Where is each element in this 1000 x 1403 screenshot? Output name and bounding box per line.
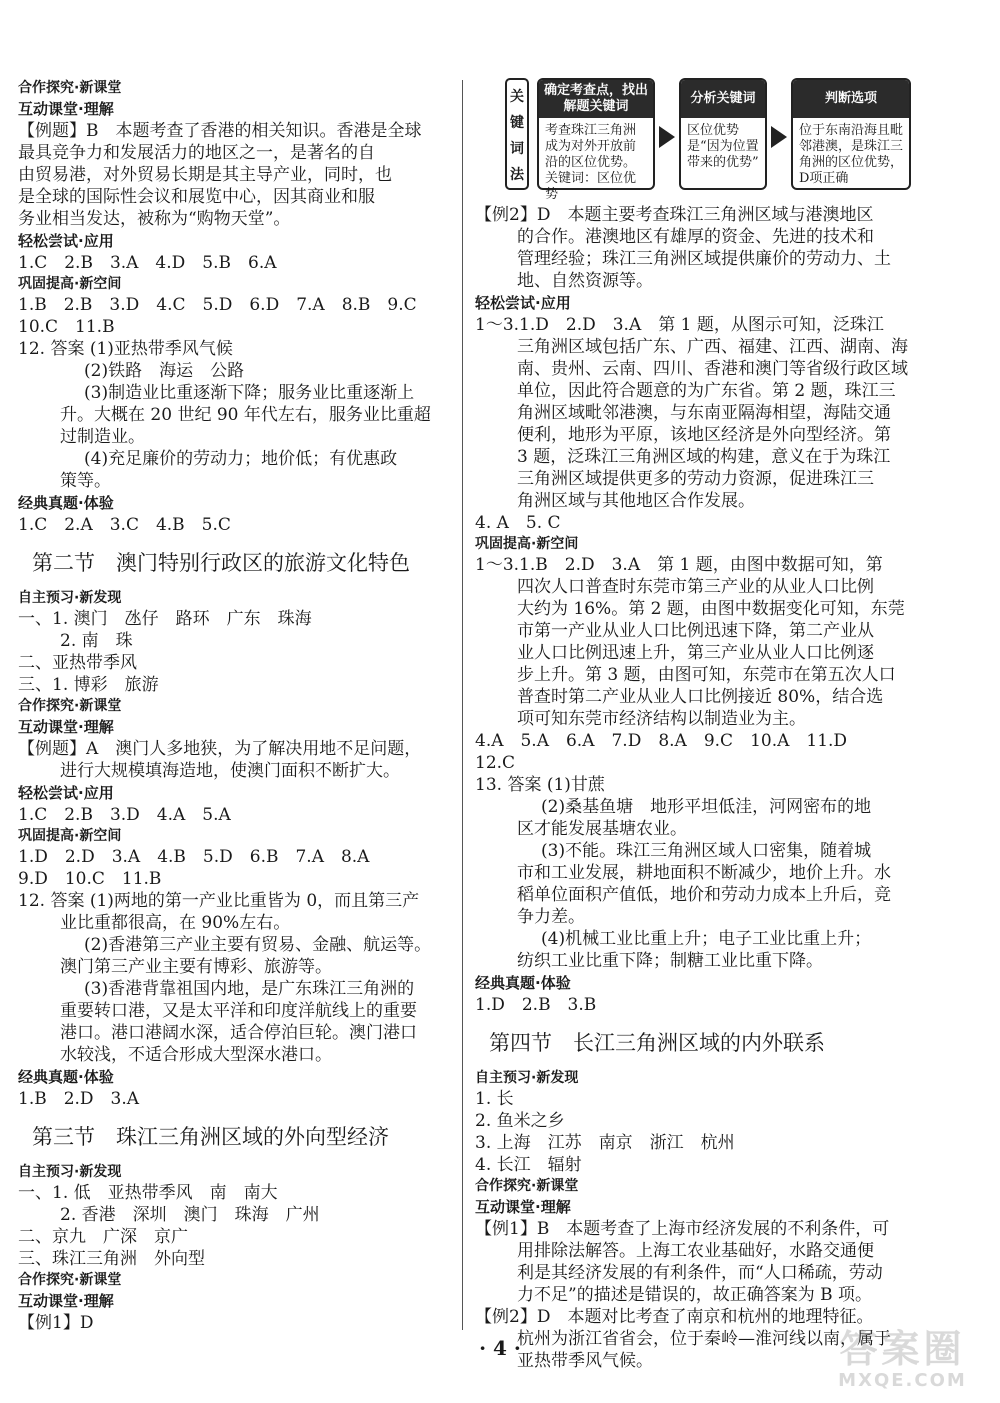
text-line: 1.D 2.D 3.A 4.B 5.D 6.B 7.A 8.A xyxy=(18,847,370,867)
text-line: 1. 长 xyxy=(475,1089,514,1109)
text-line: 项可知东莞市经济结构以制造业为主。 xyxy=(517,709,806,729)
text-line: 一、1. 低 亚热带季风 南 南大 xyxy=(18,1183,278,1203)
flowchart-step-1 xyxy=(537,78,655,202)
text-line: 港口。港口港阔水深，适合停泊巨轮。澳门港口 xyxy=(60,1023,417,1043)
text-line: 普查时第二产业从业人口比例接近 80%，结合选 xyxy=(517,687,884,707)
text-line: (2)桑基鱼塘 地形平坦低洼，河网密布的地 xyxy=(541,797,872,817)
watermark-logo: 答案圈 MXQE.COM xyxy=(838,1327,967,1391)
text-line: 南、贵州、云南、四川、香港和澳门等省级行政区域 xyxy=(517,359,908,379)
text-line: 便利，地形为平原，该地区经济是外向型经济。第 xyxy=(517,425,891,445)
flowchart-step-3 xyxy=(791,78,911,190)
text-line: 是全球的国际性会议和展览中心，因其商业和服 xyxy=(18,187,375,207)
text-line: 单位，因此符合题意的为广东省。第 2 题，珠江三 xyxy=(517,381,896,401)
section-title: 第二节 澳门特别行政区的旅游文化特色 xyxy=(32,551,410,575)
text-line: (2)香港第三产业主要有贸易、金融、航运等。 xyxy=(84,935,432,955)
flowchart-step-3-body: 位于东南沿海且毗邻港澳，是珠江三角洲的区位优势，D项正确 xyxy=(799,123,904,186)
text-line: 稻单位面积产值低，地价和劳动力成本上升后，竞 xyxy=(517,885,891,905)
section-subheading: 自主预习·新发现 xyxy=(18,1164,122,1180)
text-line: 一、1. 澳门 氹仔 路环 广东 珠海 xyxy=(18,609,312,629)
section-subheading: 巩固提高·新空间 xyxy=(18,276,122,292)
text-line: 1.B 2.B 3.D 4.C 5.D 6.D 7.A 8.B 9.C xyxy=(18,295,417,315)
text-line: 1.C 2.B 3.A 4.D 5.B 6.A xyxy=(18,253,277,273)
activity-heading: 轻松尝试·应用 xyxy=(475,294,571,312)
text-line: 9.D 10.C 11.B xyxy=(18,869,162,889)
text-line: 2. 鱼米之乡 xyxy=(475,1111,565,1131)
text-line: 业人口比例迅速上升，第三产业从业人口比例逐 xyxy=(517,643,874,663)
text-line: 二、亚热带季风 xyxy=(18,653,137,673)
section-subheading: 自主预习·新发现 xyxy=(475,1070,579,1086)
text-line: 升。大概在 20 世纪 90 年代左右，服务业比重超 xyxy=(60,405,431,425)
text-line: 1.C 2.B 3.D 4.A 5.A xyxy=(18,805,231,825)
text-line: 角洲区域与其他地区合作发展。 xyxy=(517,491,755,511)
text-line: 进行大规模填海造地，使澳门面积不断扩大。 xyxy=(60,761,400,781)
text-line: (2)铁路 海运 公路 xyxy=(84,361,245,381)
arrow-right-icon xyxy=(771,126,787,148)
section-subheading: 合作探究·新课堂 xyxy=(18,698,122,714)
text-line: 杭州为浙江省省会，位于秦岭—淮河线以南，属于 xyxy=(517,1329,891,1349)
text-line: 管理经验；珠江三角洲区域提供廉价的劳动力、土 xyxy=(517,249,891,269)
section-subheading: 自主预习·新发现 xyxy=(18,590,122,606)
text-line: 【例1】D xyxy=(18,1313,94,1333)
left-column xyxy=(18,78,458,1334)
section-title: 第四节 长江三角洲区域的内外联系 xyxy=(489,1031,825,1055)
section-subheading: 合作探究·新课堂 xyxy=(18,1272,122,1288)
text-line: 三、1. 博彩 旅游 xyxy=(18,675,159,695)
text-line: (3)香港背靠祖国内地，是广东珠江三角洲的 xyxy=(84,979,415,999)
activity-heading: 经典真题·体验 xyxy=(475,974,571,992)
text-line: 务业相当发达，被称为“购物天堂”。 xyxy=(18,209,291,229)
text-line: 力不足”的描述是错误的，故正确答案为 B 项。 xyxy=(517,1285,872,1305)
text-line: 水较浅，不适合形成大型深水港口。 xyxy=(60,1045,332,1065)
right-column xyxy=(475,78,915,1372)
text-line: 2. 香港 深圳 澳门 珠海 广州 xyxy=(60,1205,320,1225)
arrow-right-icon xyxy=(659,126,675,148)
activity-heading: 经典真题·体验 xyxy=(18,494,114,512)
activity-heading: 互动课堂·理解 xyxy=(18,1292,114,1310)
page-number: · 4 · xyxy=(479,1336,521,1360)
text-line: 【例题】A 澳门人多地狭，为了解决用地不足问题， xyxy=(18,739,422,759)
activity-heading: 互动课堂·理解 xyxy=(475,1198,571,1216)
flowchart-step-3-head: 判断选项 xyxy=(793,80,909,118)
text-line: 3 题，泛珠江三角洲区域的构建，意义在于为珠江 xyxy=(517,447,891,467)
text-line: (4)机械工业比重上升；电子工业比重上升； xyxy=(541,929,872,949)
text-line: 大约为 16%。第 2 题，由图中数据变化可知，东莞 xyxy=(517,599,905,619)
flowchart-step-2-head: 分析关键词 xyxy=(681,80,765,118)
text-line: 4. 长江 辐射 xyxy=(475,1155,582,1175)
text-line: 市和工业发展，耕地面积不断减少，地价上升。水 xyxy=(517,863,891,883)
text-line: 1～3.1.D 2.D 3.A 第 1 题，从图示可知，泛珠江 xyxy=(475,315,884,335)
activity-heading: 经典真题·体验 xyxy=(18,1068,114,1086)
text-line: 【例1】B 本题考查了上海市经济发展的不利条件，可 xyxy=(475,1219,890,1239)
text-line: 12.C xyxy=(475,753,516,773)
section-title: 第三节 珠江三角洲区域的外向型经济 xyxy=(32,1125,389,1149)
text-line: 二、京九 广深 京广 xyxy=(18,1227,188,1247)
text-line: 澳门第三产业主要有博彩、旅游等。 xyxy=(60,957,332,977)
text-line: 12. 答案 (1)两地的第一产业比重皆为 0，而且第三产 xyxy=(18,891,420,911)
text-line: 10.C 11.B xyxy=(18,317,115,337)
activity-heading: 轻松尝试·应用 xyxy=(18,232,114,250)
text-line: 争力差。 xyxy=(517,907,585,927)
text-line: 13. 答案 (1)甘蔗 xyxy=(475,775,605,795)
flowchart-step-2 xyxy=(679,78,767,190)
text-line: 市第一产业从业人口比例迅速下降，第二产业从 xyxy=(517,621,874,641)
text-line: 1.C 2.A 3.C 4.B 5.C xyxy=(18,515,231,535)
text-line: 重要转口港，又是太平洋和印度洋航线上的重要 xyxy=(60,1001,417,1021)
activity-heading: 互动课堂·理解 xyxy=(18,718,114,736)
flowchart-step-1-head: 确定考查点，找出解题关键词 xyxy=(539,80,653,118)
text-line: 3. 上海 江苏 南京 浙江 杭州 xyxy=(475,1133,735,1153)
section-subheading: 合作探究·新课堂 xyxy=(475,1178,579,1194)
text-line: 角洲区域毗邻港澳，与东南亚隔海相望，海陆交通 xyxy=(517,403,891,423)
text-line: 1.B 2.D 3.A xyxy=(18,1089,140,1109)
section-subheading: 巩固提高·新空间 xyxy=(475,536,579,552)
column-divider xyxy=(462,80,463,1330)
text-line: 1～3.1.B 2.D 3.A 第 1 题，由图中数据可知，第 xyxy=(475,555,883,575)
text-line: 区才能发展基塘农业。 xyxy=(517,819,687,839)
flowchart-side-label: 关键词法 xyxy=(505,78,529,190)
text-line: 四次人口普查时东莞市第三产业的从业人口比例 xyxy=(517,577,874,597)
keyword-method-flowchart xyxy=(475,78,915,200)
text-line: 策等。 xyxy=(60,471,111,491)
text-line: 1.D 2.B 3.B xyxy=(475,995,597,1015)
text-line: 纺织工业比重下降；制糖工业比重下降。 xyxy=(517,951,823,971)
text-line: 步上升。第 3 题，由图可知，东莞市在第五次人口 xyxy=(517,665,896,685)
text-line: 三角洲区域提供更多的劳动力资源，促进珠江三 xyxy=(517,469,874,489)
text-line: 12. 答案 (1)亚热带季风气候 xyxy=(18,339,233,359)
text-line: (3)制造业比重逐渐下降；服务业比重逐渐上 xyxy=(84,383,415,403)
text-line: 利是其经济发展的有利条件，而“人口稀疏，劳动 xyxy=(517,1263,883,1283)
text-line: 过制造业。 xyxy=(60,427,145,447)
text-line: 【例题】B 本题考查了香港的相关知识。香港是全球 xyxy=(18,121,422,141)
text-line: 4. A 5. C xyxy=(475,513,561,533)
text-line: (3)不能。珠江三角洲区域人口密集，随着城 xyxy=(541,841,872,861)
flowchart-step-1-body: 考查珠江三角洲成为对外开放前沿的区位优势。关键词：区位优势 xyxy=(545,123,637,202)
activity-heading: 轻松尝试·应用 xyxy=(18,784,114,802)
text-line: 业比重都很高，在 90%左右。 xyxy=(60,913,291,933)
text-line: (4)充足廉价的劳动力；地价低；有优惠政 xyxy=(84,449,398,469)
text-line: 的合作。港澳地区有雄厚的资金、先进的技术和 xyxy=(517,227,874,247)
text-line: 最具竞争力和发展活力的地区之一，是著名的自 xyxy=(18,143,375,163)
text-line: 由贸易港，对外贸易长期是其主导产业，同时，也 xyxy=(18,165,392,185)
text-line: 亚热带季风气候。 xyxy=(517,1351,653,1371)
text-line: 【例2】D 本题主要考查珠江三角洲区域与港澳地区 xyxy=(475,205,874,225)
text-line: 用排除法解答。上海工农业基础好，水路交通便 xyxy=(517,1241,874,1261)
activity-heading: 互动课堂·理解 xyxy=(18,100,114,118)
text-line: 三角洲区域包括广东、广西、福建、江西、湖南、海 xyxy=(517,337,908,357)
flowchart-step-2-body: 区位优势是“因为位置带来的优势” xyxy=(687,123,759,170)
text-line: 【例2】D 本题对比考查了南京和杭州的地理特征。 xyxy=(475,1307,874,1327)
text-line: 4.A 5.A 6.A 7.D 8.A 9.C 10.A 11.D xyxy=(475,731,848,751)
text-line: 2. 南 珠 xyxy=(60,631,133,651)
text-line: 三、珠江三角洲 外向型 xyxy=(18,1249,205,1269)
text-line: 地、自然资源等。 xyxy=(517,271,653,291)
section-subheading: 巩固提高·新空间 xyxy=(18,828,122,844)
section-subheading: 合作探究·新课堂 xyxy=(18,80,122,96)
